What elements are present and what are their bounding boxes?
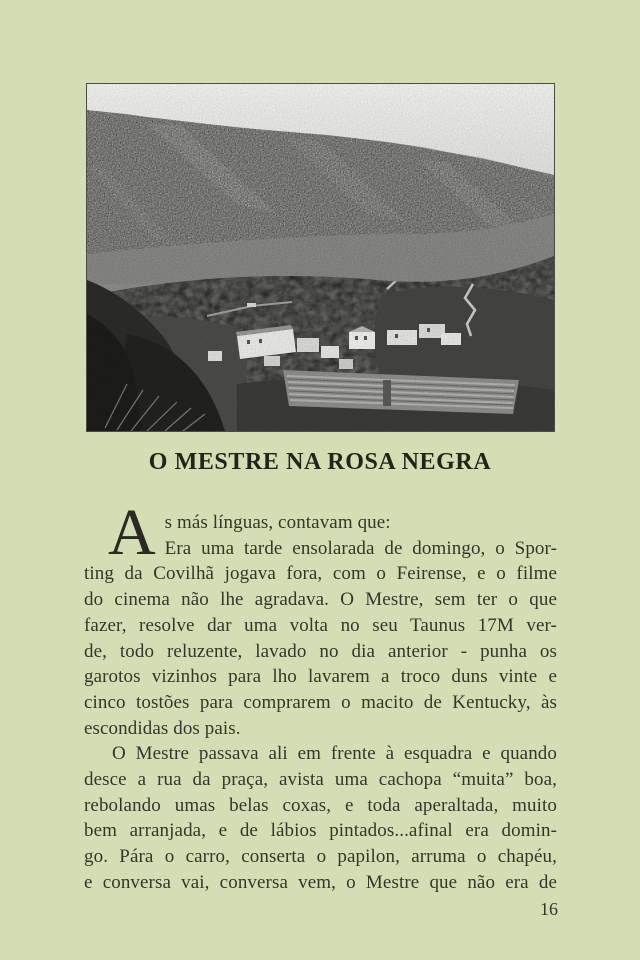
drop-cap: A	[108, 496, 156, 569]
mountain-village-photo	[86, 83, 555, 432]
text-line: Era uma tarde ensolarada de domingo, o Spor-	[164, 537, 557, 559]
body-text	[84, 496, 557, 896]
text-line: rebolando umas belas coxas, e toda aperaltada, muito	[84, 794, 557, 816]
text-line: ting da Covilhã jogava fora, com o Feirense, e o filme	[84, 563, 557, 585]
text-line: garotos vizinhos para lho lavarem a troco duns vinte e	[84, 666, 557, 688]
text-line: go. Pára o carro, conserta o papilon, arruma o chapéu,	[84, 846, 557, 868]
text-line: do cinema não lhe agradava. O Mestre, sem ter o que	[84, 589, 557, 611]
text-line: fazer, resolve dar uma volta no seu Taunus 17M ver-	[84, 614, 557, 636]
page-number: 16	[540, 899, 558, 919]
mountain-village-photo-art	[87, 84, 554, 431]
text-line: desce a rua da praça, avista uma cachopa “muita” boa,	[84, 769, 557, 791]
paragraph-2	[84, 741, 557, 895]
text-line: O Mestre passava ali em frente à esquadra e quando	[112, 743, 557, 765]
text-line: e conversa vai, conversa vem, o Mestre que não era de	[84, 871, 557, 893]
text-line: s más línguas, contavam que:	[164, 512, 391, 533]
chapter-title: O MESTRE NA ROSA NEGRA	[148, 449, 492, 475]
text-line: cinco tostões para comprarem o macito de Kentucky, às	[84, 691, 557, 713]
text-line: de, todo reluzente, lavado no dia anterior - punha os	[84, 640, 557, 662]
text-line: escondidas dos pais.	[84, 717, 241, 739]
text-line: bem arranjada, e de lábios pintados...afinal era domin-	[84, 820, 557, 842]
